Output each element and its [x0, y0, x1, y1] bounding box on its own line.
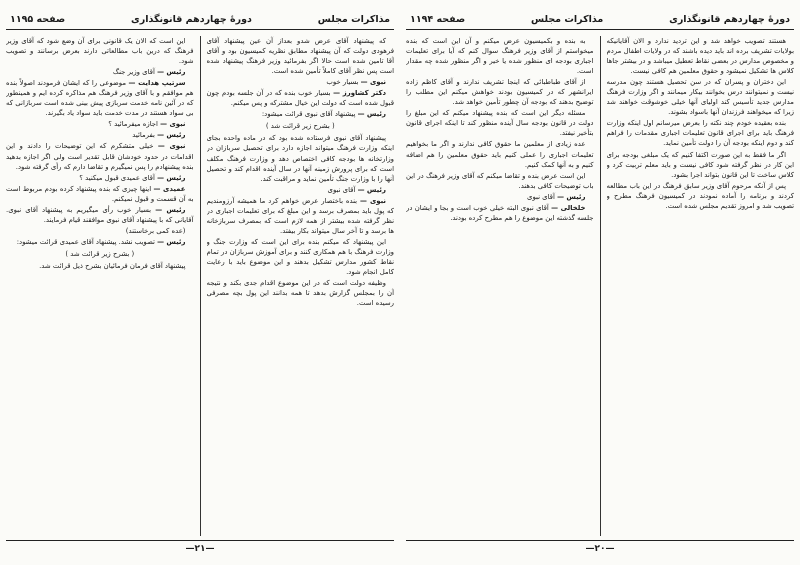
left-page-columns — [6, 36, 394, 536]
transcript-paragraph — [6, 141, 194, 171]
paragraph-text: بسیار خوب رأی میگیریم به پیشنهاد آقای نبوی. آقایانی که با پیشنهاد آقای نبوی موافقند قیام فرمایند. — [6, 205, 194, 224]
transcript-paragraph — [607, 150, 795, 180]
left-page-session-title: دورهٔ چهاردهم قانونگذاری — [131, 13, 252, 25]
transcript-paragraph — [6, 205, 194, 225]
paragraph-text: آقای نبوی البته خیلی خوب است و بجا و ایشان در جلسه گذشته این موضوع را هم مطرح کرده بودند. — [406, 203, 594, 222]
transcript-paragraph — [207, 237, 395, 277]
paragraph-text: پیشنهاد آقای فرمان فرمائیان بشرح ذیل قرائت شد. — [39, 261, 186, 270]
column-divider — [200, 36, 201, 536]
speaker-name: دکتر کشاورز — — [333, 89, 386, 98]
transcript-paragraph — [607, 36, 795, 76]
paragraph-text: آقای نبوی — [327, 185, 356, 194]
speaker-name: رئیس — — [157, 131, 186, 140]
transcript-paragraph — [6, 226, 194, 236]
paragraph-text: این دختران و پسران که در سن تحصیل هستند چون مدرسه نیست و نمیتوانند درس بخوانند بیکار میمانند و اگر وزارت فرهنگ مدارس جدید تأسیس کند اولیای آنها خیلی خوشوقت خواهند شد زیرا که میخواهند فرزندان آنها باسواد بشوند. — [606, 78, 794, 117]
right-page-header — [406, 8, 794, 30]
paragraph-text: این پیشنهاد که میکنم بنده برای این است که وزارت جنگ و وزارت فرهنگ با هم همکاری کنند و برای آموزش سربازان در تمام نقاط کشور مدارس تشکیل بدهند و این موضوع باید با رعایت کامل انجام شود. — [206, 237, 394, 277]
transcript-paragraph — [607, 118, 795, 148]
speaker-name: رئیس — — [357, 185, 386, 194]
left-page-left-column — [6, 36, 194, 536]
paragraph-text: موضوعی را که ایشان فرمودند اصولاً بنده هم موافقم و با آقای وزیر فرهنگ هم مذاکره کرده ایم و همینطور که در آئین نامه خدمت سربازی پیش بینی شده است سربازانی که بی سواد هستند در مدت خدمت باید سواد یاد بگیرند. — [6, 79, 194, 118]
paragraph-text: به بنده و بکمیسیون عرض میکنم و آن این است که بنده میخواستم از آقای وزیر فرهنگ سوال کنم که آیا برای تعلیمات اجباری بودجه ای منظور شده یا خیر و اگر منظور شده چه مقدار است. — [406, 37, 594, 76]
transcript-paragraph — [207, 278, 395, 308]
transcript-paragraph — [207, 133, 395, 183]
speaker-name: خلخالی — — [551, 203, 586, 212]
speaker-name: نبوی — — [157, 142, 186, 151]
transcript-paragraph — [207, 88, 395, 108]
paragraph-text: وظیفه دولت است که در این موضوع اقدام جدی بکند و نتیجه آن را بمجلس گزارش بدهد تا همه بدانند این پول بچه مصرفی رسیده است. — [206, 279, 394, 308]
paragraph-text: بفرمائید — [132, 131, 155, 140]
transcript-paragraph — [406, 203, 594, 223]
paragraph-text: اجازه میفرمائید ؟ — [108, 120, 158, 129]
right-page-section-title: مذاکرات مجلس — [531, 13, 604, 25]
speaker-name: عمیدی — — [153, 184, 186, 193]
speaker-name: رئیس — — [155, 205, 186, 214]
transcript-paragraph — [207, 196, 395, 236]
transcript-paragraph — [207, 36, 395, 76]
left-page-section-title: مذاکرات مجلس — [317, 13, 390, 25]
paragraph-text: که پیشنهاد آقای عرض شدو بعداز آن عین پیشنهاد آقای فرهودی دولت که آن پیشنهاد مطابق نظریه کمیسیون بود و آقای آقا تامین شده است حالا اگر بفرمائید وزیر فرهنگ پیشنهاد شده است پس نظر آقای کاملاً تأمین شده است. — [206, 37, 394, 76]
speaker-name: رئیس — — [557, 192, 586, 201]
paragraph-text: آقای نبوی — [527, 192, 555, 201]
transcript-paragraph — [6, 184, 194, 204]
left-page-label: صفحه ۱۱۹۵ — [10, 13, 66, 25]
paragraph-text: خیلی متشکرم که این توضیحات را دادند و این اقدامات در حدود خودشان قابل تقدیر است ولی اگر اجازه بدهید بنده پیشنهادم را پس نمیگیرم و تقاضا دارم که رأی گرفته شود. — [6, 142, 194, 171]
right-page-footer — [406, 540, 794, 558]
left-page-footer — [6, 540, 394, 558]
transcript-paragraph — [6, 261, 194, 271]
transcript-paragraph — [406, 139, 594, 169]
right-page-right-column — [607, 36, 795, 536]
paragraph-text: پیشنهاد آقای نبوی قرائت میشود: — [261, 110, 356, 119]
transcript-paragraph — [406, 192, 594, 202]
left-page — [6, 8, 394, 558]
right-page-session-title: دورهٔ چهاردهم قانونگذاری — [669, 13, 790, 25]
speaker-name: رئیس — — [157, 237, 186, 246]
speaker-name: نبوی — — [359, 196, 386, 205]
right-page — [406, 8, 794, 558]
transcript-paragraph — [406, 171, 594, 191]
speaker-name: رئیس — — [157, 173, 186, 182]
speaker-name: نبوی — — [360, 78, 386, 87]
speaker-name: رئیس — — [357, 110, 386, 119]
speaker-name: رئیس — — [157, 68, 186, 77]
paragraph-text: عده زیادی از معلمین ما حقوق کافی ندارند و اگر ما بخواهیم تعلیمات اجباری را عملی کنیم باید حقوق معلمین را هم اضافه کنیم و به آنها کمک کنیم. — [406, 140, 594, 169]
transcript-paragraph — [406, 36, 594, 76]
transcript-paragraph — [6, 130, 194, 140]
paragraph-text: بنده بعقیده خودم چند نکته را بعرض میرسانم اول اینکه وزارت فرهنگ باید برای اجرای قانون تعلیمات اجباری مقدمات را فراهم کند و دوم اینکه بودجه آن را دولت تأمین نماید. — [606, 119, 794, 148]
transcript-paragraph — [6, 173, 194, 183]
right-page-left-column — [406, 36, 594, 536]
paragraph-text: بسیار خوب بنده که در آن جلسه بودم چون قبول شده است که دولت این خیال مشترکه و پس میکنم. — [206, 89, 394, 108]
paragraph-text: هستند تصویب خواهد شد و این تردید ندارد و الان آقایانیکه بولایات تشریف برده اند باید دیده باشند که در ولایات اطفال مردم و مخصوص مدارس در بعضی نقاط تعطیل میباشد و در بیشتر جاها کلاس ها تشکیل نمیشود و حقوق معلمین هم کافی نیست. — [606, 37, 794, 76]
right-page-label: صفحه ۱۱۹۴ — [410, 13, 466, 25]
right-page-number: —۲۰— — [585, 544, 615, 554]
paragraph-text: بنده باختصار عرض خواهم کرد ما همیشه آرزومندیم که پول باید بمصرف برسد و این مبلغ که برای تعلیمات اجباری در نظر گرفته شده بیشتر از همه لازم است که بمصرف سربازخانه ها برسد و تا آخر سال میتواند بکار بیفتد. — [206, 196, 394, 235]
transcript-paragraph — [207, 185, 395, 195]
left-page-header — [6, 8, 394, 30]
transcript-paragraph — [6, 67, 194, 77]
paragraph-text: این است عرض بنده و تقاضا میکنم که آقای وزیر فرهنگ در این باب توضیحات کافی بدهند. — [406, 171, 594, 190]
paragraph-text: مسئله دیگر این است که بنده پیشنهاد میکنم که این مبلغ را دولت در قانون بودجه سال آینده منظور کند تا اینکه اجرای قانون بتأخیر نیفتد. — [406, 109, 594, 138]
paragraph-text: بسیار خوب — [326, 78, 359, 87]
left-page-number: —۲۱— — [185, 544, 215, 554]
paragraph-text: پیشنهاد آقای نبوی فرستاده شده بود که در ماده واحده بجای اینکه وزارت فرهنگ میتواند اجازه دارد برای تحصیل سربازان در وزارتخانه ها بودجه کافی اختصاص دهد و وزارت فرهنگ مکلف است که برای پرورش زمینه آنها در سال آینده اقدام کند و تحصیل آنها را با وزارت جنگ تأمین نماید و مراقبت کند. — [206, 134, 394, 183]
transcript-paragraph — [6, 119, 194, 129]
paragraph-text: (عده کمی برخاستند) — [125, 226, 186, 235]
transcript-paragraph — [406, 108, 594, 138]
transcript-paragraph — [6, 36, 194, 66]
paragraph-text: این است که الان یک قانونی برای آن وضع شود که آقای وزیر فرهنگ که درین باب مطالعاتی دارند بعرض برسانند و تصویب شود. — [6, 37, 194, 66]
column-divider — [600, 36, 601, 536]
left-page-right-column — [207, 36, 395, 536]
transcript-paragraph — [607, 181, 795, 211]
transcript-paragraph — [207, 77, 395, 87]
paragraph-text: اگر ما فقط به این صورت اکتفا کنیم که یک مبلغی بودجه برای این کار در نظر گرفته شود کافی نیست و باید معلم تربیت کرد و کلاس ساخت تا این قانون بتواند اجرا بشود. — [606, 150, 794, 179]
paragraph-text: اینها چیزی که بنده پیشنهاد کرده بودم مربوط است به آن قسمت و قبول نمیکنم. — [6, 184, 194, 203]
transcript-paragraph — [207, 109, 395, 119]
paragraph-text: از آقای طباطبائی که اینجا تشریف ندارند و آقای کاظم زاده ایرانشهر که در کمیسیون بودند خواهش میکنم این مطلب را توضیح بدهند که بودجه آن چطور تأمین خواهد شد. — [406, 78, 594, 107]
paragraph-text: آقای عمیدی قبول میکنید ؟ — [79, 173, 155, 182]
speaker-name: نبوی — — [160, 120, 186, 129]
paragraph-text: تصویب نشد. پیشنهاد آقای عمیدی قرائت میشود: — [16, 237, 155, 246]
speaker-name: سرتیپ هدایت — — [128, 79, 186, 88]
center-note: ( بشرح زیر قرائت شد ) — [65, 249, 135, 258]
transcript-paragraph — [6, 78, 194, 118]
right-page-columns — [406, 36, 794, 536]
transcript-paragraph — [6, 237, 194, 247]
center-note: ( بشرح زیر قرائت شد ) — [265, 122, 335, 131]
transcript-paragraph — [607, 77, 795, 117]
paragraph-text: پس از آنکه مرحوم آقای وزیر سابق فرهنگ در این باب مطالعه کردند و برنامه را آماده نمودند در کمیسیون فرهنگ مطرح و تصویب شد و امروز تقدیم مجلس شده است. — [606, 181, 794, 210]
transcript-paragraph — [406, 77, 594, 107]
paragraph-text: آقای وزیر جنگ — [112, 68, 155, 77]
